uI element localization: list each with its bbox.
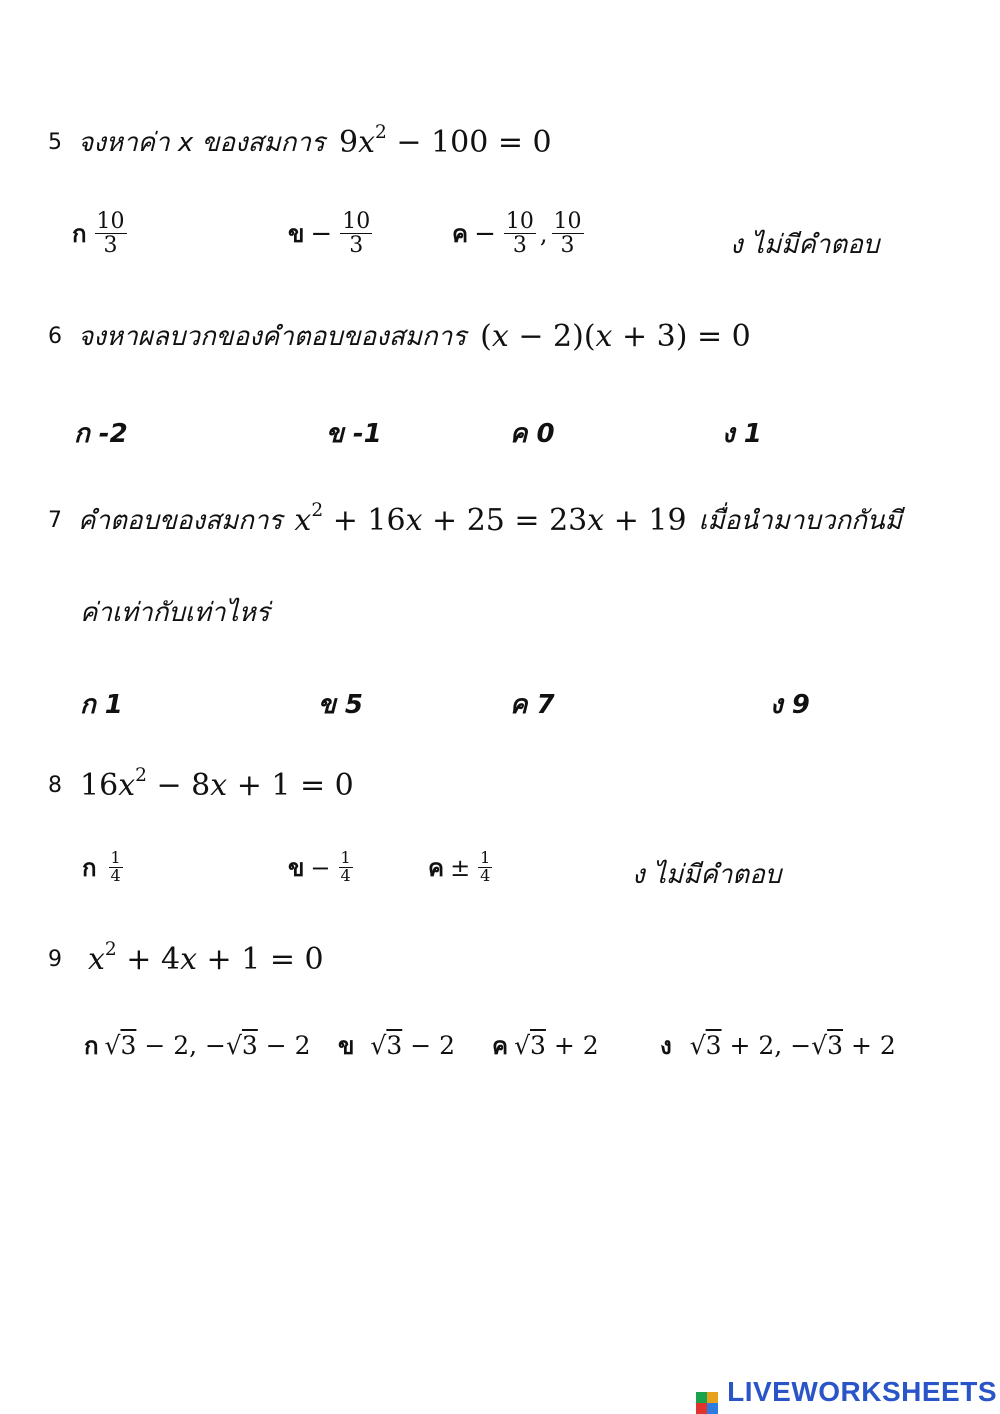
question-5	[48, 122, 552, 163]
choice-d[interactable]: ง ไม่มีคำตอบ	[632, 860, 782, 890]
question-number: 5	[48, 130, 62, 155]
question-number: 7	[48, 508, 62, 533]
choice-b[interactable]: ข -1	[326, 419, 382, 449]
answer-expression: √3 + 2	[514, 1031, 599, 1060]
choice-a[interactable]: ก √3 − 2, −√3 − 2	[84, 1031, 311, 1060]
question-prompt-tail: เมื่อนำมาบวกกันมี	[698, 506, 902, 536]
logo-text: LIVEWORKSHEETS	[727, 1376, 998, 1407]
equation: $9x^2 - 100 = 0$	[338, 122, 552, 160]
equation: $x^2 + 16x + 25 = 23x + 19$	[294, 500, 687, 538]
logo-mark-icon	[696, 1392, 718, 1414]
choice-c[interactable]: ค 7	[510, 690, 555, 720]
question-number: 8	[48, 773, 62, 798]
question-7	[48, 500, 902, 541]
equation: $x^2 + 4x + 1 = 0$	[88, 939, 324, 977]
choice-c[interactable]: ค 0	[510, 419, 555, 449]
fraction: $\frac{10}{3}$	[553, 209, 582, 259]
question-9	[48, 939, 324, 977]
question-number: 6	[48, 324, 62, 349]
answer-expression: √3 − 2	[370, 1031, 455, 1060]
choice-c[interactable]: ค ± $\frac{1}{4}$	[428, 848, 491, 885]
choice-a[interactable]: ก 1	[80, 690, 123, 720]
choice-b[interactable]: ข − $\frac{1}{4}$	[288, 848, 351, 885]
question-prompt: คำตอบของสมการ	[78, 506, 283, 536]
fraction: $\frac{10}{3}$	[505, 209, 534, 259]
question-8	[48, 765, 354, 803]
fraction: $\frac{10}{3}$	[342, 209, 371, 259]
choice-d[interactable]: ง 1	[722, 419, 762, 449]
choice-a[interactable]: ก $\frac{1}{4}$	[82, 848, 121, 885]
choice-d[interactable]: ง 9	[770, 690, 810, 720]
liveworksheets-logo[interactable]	[696, 1376, 997, 1414]
choice-b[interactable]: ข 5	[318, 690, 363, 720]
question-prompt: จงหาค่า x ของสมการ	[78, 128, 325, 158]
question-6	[48, 316, 751, 357]
fraction: $\frac{1}{4}$	[110, 848, 121, 885]
choice-d[interactable]: ง ไม่มีคำตอบ	[730, 230, 880, 260]
question-prompt: จงหาผลบวกของคำตอบของสมการ	[78, 322, 467, 352]
choice-a[interactable]: ก -2	[74, 419, 128, 449]
equation: $16x^2 - 8x + 1 = 0$	[80, 765, 354, 803]
fraction: $\frac{10}{3}$	[96, 209, 125, 259]
choice-d[interactable]: ง √3 + 2, −√3 + 2	[660, 1031, 896, 1060]
question-prompt-line2: ค่าเท่ากับเท่าไหร่	[80, 598, 270, 628]
choice-b[interactable]: ข − $\frac{10}{3}$	[288, 209, 371, 259]
choice-b[interactable]: ข √3 − 2	[338, 1031, 455, 1060]
fraction: $\frac{1}{4}$	[340, 848, 351, 885]
equation: (x − 2)(x + 3) = 0	[480, 319, 751, 354]
choice-c[interactable]: ค − $\frac{10}{3}$ , $\frac{10}{3}$	[452, 209, 582, 259]
answer-expression: √3 − 2, −√3 − 2	[104, 1031, 311, 1060]
choice-c[interactable]: ค √3 + 2	[492, 1031, 599, 1060]
question-number: 9	[48, 947, 62, 972]
choice-a[interactable]: ก $\frac{10}{3}$	[72, 209, 125, 259]
answer-expression: √3 + 2, −√3 + 2	[689, 1031, 896, 1060]
fraction: $\frac{1}{4}$	[480, 848, 491, 885]
